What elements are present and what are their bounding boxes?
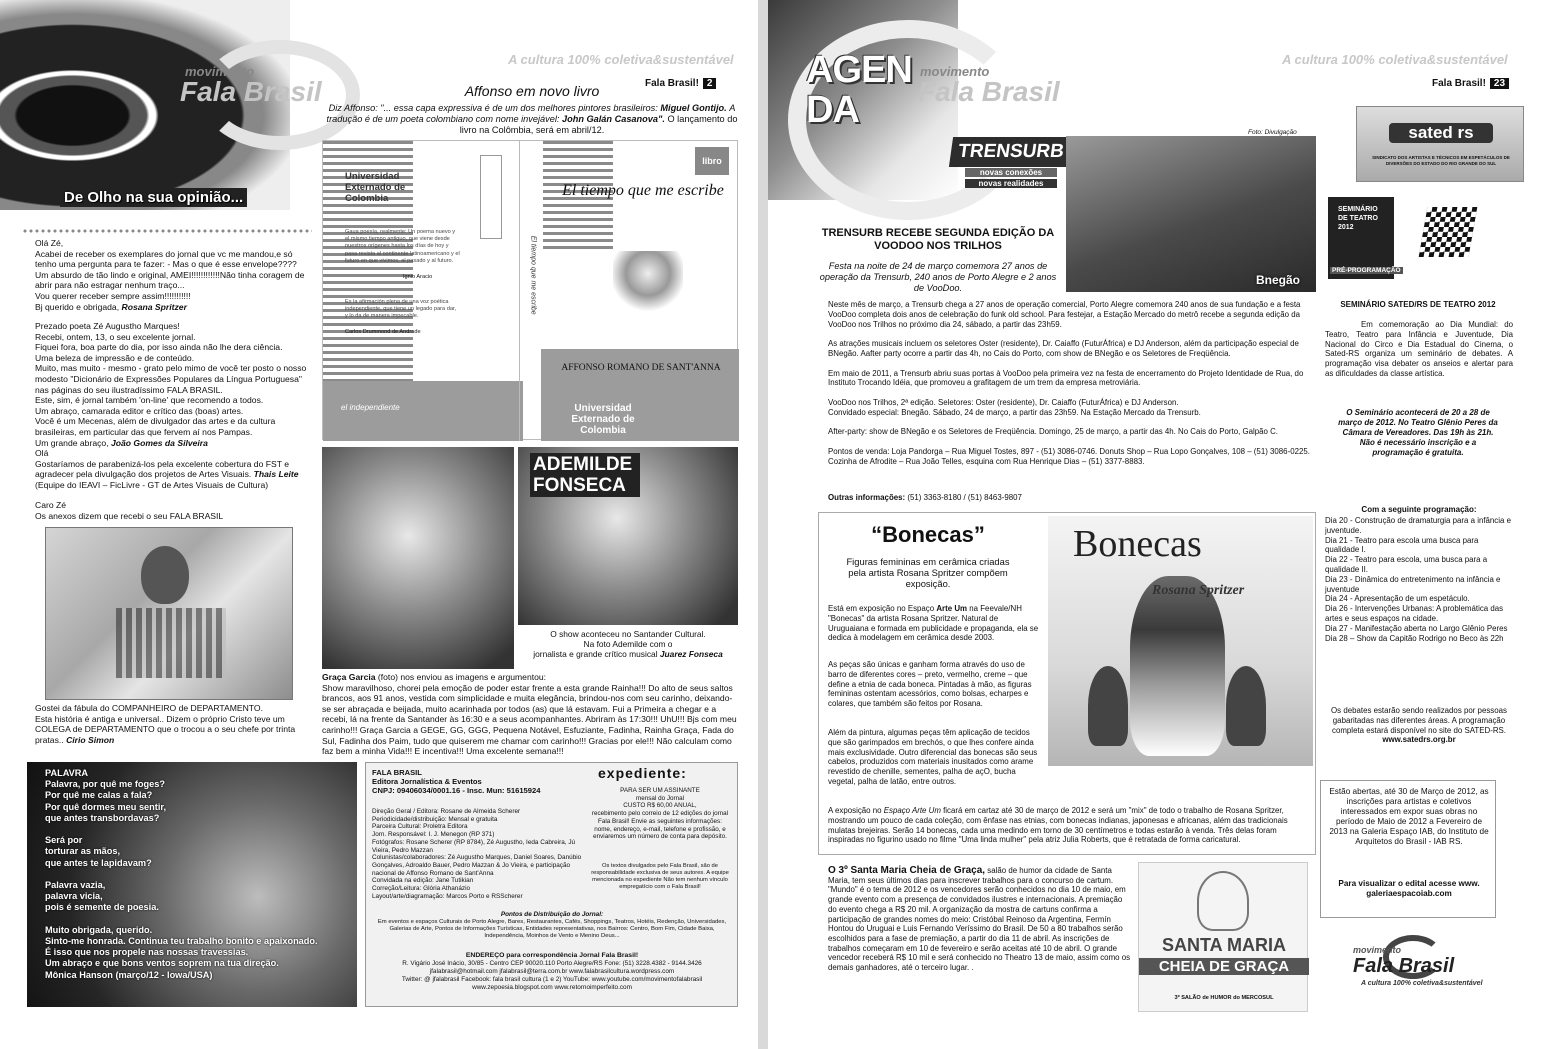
cover-book-title: El tiempo que me escribe [562,182,724,199]
letter-5-signature: Cirio Simon [66,734,115,745]
right-page [768,0,1553,1049]
endereco-text: R. Vigário José Inácio, 30/85 - Centro CEP 90020.110 Porto Alegre/RS Fone: (51) 3228.4382 - 9144.3426 jfalabrasil@hotmail.com jfalabrasil@terra.com.br www.falabrasilcultura.wordpress.com Twitter: @ jfalabrasil Facebook: fala brasil cultura (1 e 2) YouTube: www.youtube.com/movimentofalabrasil www.zepoesia.blogspot.com www.retornoimperfeito.com [401,960,703,991]
cover-publisher-text: libro [702,156,722,166]
angel-drawing [1197,871,1249,931]
expediente-staff: Direção Geral / Editora: Rosane de Almeida Scherer Periodicidade/distribuição: Mensal e gratuita Parceira Cultural: Proletra Editora Jorn. Responsável: I. J. Menegon (RP 371) Fotógrafos: Rosane Scherer (RP 8784), Zé Augustho, Ieda Cabreira, Jú Vieira, Pedro Mazzan Colunistas/colaboradores: Zé Augustho Marques, Daniel Soares, Danúbio Gonçalves, Adroaldo Bauer, Pedro Mazzan & Jo Vieira, e participação nacional de Affonso Romano de Sant'Anna Convidada na edição: Jane Tutikian Correção/Leitura: Glória Athanázio Layout/arte/diagramação: Marcos Porto e RSScherer [372,808,582,900]
dotted-rule [22,228,312,234]
bnegao-photo [1066,136,1316,292]
sated-title: SEMINÁRIO SATED/RS DE TEATRO 2012 [1340,300,1496,309]
santa-maria-logo-2: CHEIA DE GRAÇA [1139,958,1309,975]
santa-maria-logo-1: SANTA MARIA [1162,935,1286,955]
bonecas-p1-a: Está em exposição no Espaço [828,604,935,613]
sated-prog-title: Com a seguinte programação: [1361,505,1477,514]
santa-maria-title: O 3º Santa Maria Cheia de Graça, [828,865,986,876]
letter-3-signature: Thais Leite [253,469,299,480]
ademilde-title: ADEMILDE FONSECA [530,453,640,497]
letter-3-text: Olá Gostaríamos de parabenizá-los pela excelente cobertura do FST e agradecer pela divulgação dos projetos de Artes Visuais. [35,448,289,480]
affonso-intro-e: O lançamento do livro na Colômbia, será em abril/12. [459,114,738,136]
cover-imprint: el independiente [341,403,400,412]
bonecas-p4-a: A exposição no [828,806,882,815]
footer-logo [1343,935,1513,1015]
cover-spine-line [519,141,520,441]
photo-graca-ademilde [322,447,514,669]
iab-cta: Para visualizar o edital acesse www. galeriaespacoiab.com [1338,879,1480,898]
letter-2-text: Prezado poeta Zé Augustho Marques! Recebi, ontem, 13, o seu excelente jornal. Fiquei fora, boa parte do dia, por isso ainda não lhe dera ciência. Uma beleza de impressão e de conteúdo. Muito, mas muito - mesmo - grato pelo mimo de você ter posto o nosso modesto "Dicionário de Expressões Populares da Língua Portuguesa" nas páginas do seu ilustradíssimo FALA BRASIL. Este, sim, é jornal também 'on-line' que recomendo a todos. Um abraço, camarada editor e crítico das (boas) artes. Você é um Mecenas, além de divulgador das artes e da cultura brasileiras, em particular das que fervem aí nos Pampas. Um grande abraço, [35,321,307,448]
pontos-text: Em eventos e espaços Culturais de Porto Alegre, Bares, Restaurantes, Cafés, Shoppings, Teatros, Hotéis, Redenção, Universidades, Galerias de Arte, Pontos de Informações Turísticas, Entidades representativas, nos Bairros: Centro, Bom Fim, Cidade Baixa, Independência, Moinhos de Vento e Menino Deus... [377,919,727,940]
brand-movimento: movimento [185,64,255,79]
alien-artwork [45,527,293,700]
expediente-assinante: PARA SER UM ASSINANTE mensal do Jornal CUSTO R$ 60,00 ANUAL, recebimento pelo correio de 12 edições do jornal Fala Brasil! Envie as seguintes informações: nome, endereço, e-mail, telefone e profissão, e enviaremos um número de conta para depósito. [591,787,729,841]
book-cover [322,140,738,440]
checkered-flag [1419,207,1478,257]
letter-1-signature: Rosana Spritzer [121,301,187,312]
slogan: A cultura 100% coletiva&sustentável [508,52,734,67]
bonecas-p4-c: ficará em cartaz até 30 de março de 2012 e será um "mix" de todo o trabalho de Rosana Spritzer, mostrando um pouco de cada coleção, com ênfase nas etnias, com bonecas indianas, japonesas e africanas, além das tradicionais mulatas brejeiras. Serão 14 bonecas, cada uma medindo em torno de 30 centímetros e todas estarão à venda. Três delas foram inspiradas no figurino usado no filme "Uma linda mulher" pela atriz Julia Roberts, que é retratada de forma caricatural. [828,806,1288,845]
iab-box [1320,780,1496,918]
affonso-intro-c: A tradução é de um poeta colombiano com nome invejável: [326,103,736,125]
sated-p3-b: www.satedrs.org.br [1382,735,1456,745]
expediente-box [365,762,738,1007]
trensurb-logo-text: TRENSURB [956,141,1066,162]
poem-text: PALAVRA Palavra, por quê me foges? Por quê me calas a fala? Por quê dormes meu sentir, que antes transbordavas? Será por torturar as mãos, que antes te lapidavam? Palavra vazia, palavra vicia, pois é semente de poesia. Muito obrigada, querido. Sinto-me honrada. Continua teu trabalho bonito e apaixonado. É isso que nos propele nas nossas travessias. Um abraço e que bons ventos soprem na tua direção. Mônica Hanson (março/12 - Iowa/USA) [45,768,318,980]
bonecas-p4 [828,806,1313,845]
trensurb-logo-sub2: novas realidades [965,179,1057,188]
agenda-title: AGENDA [806,49,912,131]
footer-brand-fala-brasil: Fala Brasil [1353,955,1455,977]
right-page-tag [1432,78,1509,89]
sated-p1: Em comemoração ao Dia Mundial: do Teatro, Teatro para Infância e Juventude, Dia Nacional do Circo e Dia Estadual do Cinema, o Sated-RS organiza um seminário de debates. A programação visa debater os anseios e alertar para as dificuldades da classe artística. [1325,320,1513,378]
bonecas-p1-c: na Feevale/NH "Bonecas" da artista Rosana Spritzer. Natural de Uruguaiana e formada em publicidade e propaganda, ela se dedica à modelagem em cerâmica desde 2003. [828,604,1039,643]
bonecas-photo-title: Bonecas [1073,523,1202,565]
sated-p3-a: Os debates estarão sendo realizados por pessoas gabaritadas nas diferentes áreas. A programação completa estará disponível no site do SATED-RS. [1331,706,1507,735]
letter-2-signature: João Gomes da Silveira [110,437,208,448]
affonso-intro [322,103,742,137]
affonso-intro-d: John Galán Casanova". [562,114,665,125]
ademilde-caption [518,629,738,660]
bonecas-p1 [828,604,1040,643]
page-gutter [758,0,768,1049]
trensurb-body: Neste mês de março, a Trensurb chega a 27 anos de operação comercial, Porto Alegre comemora 240 anos de sua fundação e a festa VooDoo completa dois anos de celebração do funk old school. Para festejar, a Estação Mercado do metrô recebe a segunda edição da VooDoo nos Trilhos no próximo dia 24, sábado, a partir das 23h59. As atrações musicais incluem os seletores Oster (residente), Dr. Caiaffo (FuturÁfrica) e DJ Anderson, além da participação especial de BNegão. Aafter party ocorre a partir das 4h, no Cais do Porto, com show de BNegão e os Seletores de Freqüência. Em maio de 2011, a Trensurb abriu suas portas à VooDoo pela primeira vez na festa de encerramento do Projeto Identidade de Rua, do Instituto Trocando Idéia, que promoveu a grafitagem de um trem da empresa metroviária. VooDoo nos Trilhos, 2ª edição. Seletores: Oster (residente), Dr. Caiaffo (FuturÁfrica) e DJ Anderson. Convidado especial: Bnegão. Sábado, 24 de março, a partir das 23h59. Na Estação Mercado da Trensurb. After-party: show de BNegão e os Seletores de Freqüência. Domingo, 25 de março, a partir das 4h. No Cais do Porto, Galpão C. Pontos de venda: Loja Pandorga – Rua Miguel Tostes, 897 - (51) 3086-0746. Donuts Shop – Rua Lopo Gonçalves, 108 – (51) 3086-0225. Cozinha de Afrodite – Rua João Telles, esquina com Rua Henrique Dias – (51) 3377-8883. [828,300,1310,466]
sated-poster-text: SEMINÁRIO DE TEATRO 2012 [1338,206,1378,231]
sated-logo-box [1356,106,1524,182]
letter-1 [35,238,315,312]
sated-poster [1328,197,1493,279]
cover-white-box [480,155,502,239]
trensurb-lead: Festa na noite de 24 de março comemora 27 anos de operação da Trensurb, 240 anos de Porto Alegre e 2 anos de VooDoo. [819,261,1057,293]
bonecas-p3: Além da pintura, algumas peças têm aplicação de tecidos que são garimpados em brechós, o que lhes confere ainda mais exclusividade. Outro diferencial das bonecas são seus cabelos, produzidos com materiais inusitados como arame revestido de chenille, sementes, palha de açO, bucha vegetal, palha de latão, entre outros. [828,728,1038,786]
bonecas-p4-b: Espaço Arte Um [883,806,941,815]
cover-spine-text: El tiempo que me escribe [529,235,537,315]
affonso-intro-a: Diz Affonso: "... essa capa expressiva é de um dos melhores pintores brasileiros: [328,103,658,113]
ademilde-text-a: (foto) nos enviou as imagens e argumentou: [377,672,547,682]
trensurb-title: TRENSURB RECEBE SEGUNDA EDIÇÃO DA VOODOO NOS TRILHOS [821,227,1055,252]
alien-head-shape [141,546,189,604]
expediente-head: FALA BRASIL Editora Jornalística & Eventos CNPJ: 09406034/0001.16 - Insc. Mun: 51615924 [372,768,541,796]
cover-uni-front: Universidad Externado de Colombia [571,403,635,436]
letter-3 [35,448,315,490]
bonecas-photo-sub: Rosana Spritzer [1152,583,1245,598]
ademilde-text-signature: Graça Garcia [322,672,376,682]
santa-maria-text [828,866,1133,973]
ademilde-caption-b: Juarez Fonseca [659,649,723,660]
cover-quote-1: Gaua poesía, realmente: Un poema nuevo y el mismo tiempo antiguo, que viene desde nuestros orígenes hasta los días de hoy y pasa revista al continente latinoamericano y el futuro en que vivimos, al pasado y al futuro. [345,229,460,264]
endereco-title: ENDEREÇO para correspondência Jornal Fala Brasil! [465,952,639,959]
expediente-title: expediente: [598,765,687,781]
sated-p2: O Seminário acontecerá de 20 a 28 de março de 2012. No Teatro Glênio Peres da Câmara de Vereadores. Das 19h às 21h. Não é necessário inscrição e a programação é gratuita. [1338,408,1498,457]
flower-vase-illustration [613,251,683,326]
affonso-intro-b: Miguel Gontijo. [660,103,727,113]
letter-5-text: Gostei da fábula do COMPANHEIRO de DEPARTAMENTO. Esta história é antiga e universal.. Dizem o próprio Cristo teve um COLEGA de DEPARTAMENTO que o trocou a o seu chefe por trinta pratas.. [35,703,296,745]
trensurb-photo-credit: Foto: Divulgação [1248,129,1297,136]
right-brand-movimento: movimento [920,64,990,79]
right-page-tag-label: Fala Brasil! [1432,78,1486,89]
footer-slogan: A cultura 100% coletiva&sustentável [1361,980,1483,987]
letter-4: Caro Zé Os anexos dizem que recebi o seu FALA BRASIL [35,500,224,521]
santa-maria-body: salão de humor da cidade de Santa Maria, tem seus últimos dias para inscrever trabalhos para o concurso de cartum. "Mundo" é o tema de 2012 e os vencedores serão conhecidos no dia 10 de maio, em grande evento com a presença de convidados ilustres e internacionais. A premiação do evento chega a R$ 20 mil. A organização da mostra de cartuns confirma a participação de grandes nomes do meio: Cristóbal Reinoso da Argentina, Fermín Hontou do Uruguai e Luis Fernando Veríssimo do Brasil. De 50 a 80 trabalhos serão escolhidos para a fase de premiação, a partir do dia 11 de abril. As inscrições de trabalhos começaram em 10 de fevereiro e serão aceitas até 10 de abril. O grande vencedor receberá R$ 10 mil e será conhecido no Theatro 13 de maio, assim como os demais ganhadores, até o terceiro lugar. . [828,866,1131,973]
doll-right [1226,666,1266,746]
letter-1-text: Olá Zé, Acabei de receber os exemplares do jornal que vc me mandou,e só tenho uma pergunta para te fazer: - Mas o que é esse envelope???? Um absurdo de tão lindo e original, AMEI!!!!!!!!!!!!Não tinha coragem de abrir para não estragar nenhum traço... Vou querer receber sempre assim!!!!!!!!!!! Bj querido e obrigada, [35,238,305,312]
poem-box [27,762,357,1007]
santa-maria-logo [1138,862,1308,1012]
cover-author: AFFONSO ROMANO DE SANT'ANNA [561,363,721,373]
letter-2 [35,321,315,448]
ademilde-caption-a: O show aconteceu no Santander Cultural. Na foto Ademilde com o jornalista e grande crítico musical [533,629,706,660]
sated-prog: Dia 20 - Construção de dramaturgia para a infância e juventude. Dia 21 - Teatro para escola uma busca para qualidade I. Dia 22 - Teatro para escola, uma busca para a qualidade II. Dia 23 - Dinâmica do entretenimento na infância e juventude Dia 24 - Apresentação de um espetáculo. Dia 26 - Intervenções Urbanas: A problemática das artes e seus espaços na cidade. Dia 27 - Manifestação aberta no Largo Glênio Peres Dia 28 – Show da Capitão Rodrigo no Beco às 22h [1325,516,1511,643]
trensurb-info-value: (51) 3363-8180 / (51) 8463-9807 [907,493,1022,502]
footer-brand-movimento: movimento [1353,945,1402,955]
expediente-disclaimer: Os textos divulgados pelo Fala Brasil, são de responsabilidade exclusiva de seus autores. A equipe mencionada no expediente Não tem nenhum vínculo empregatício com o Fala Brasil! [591,863,729,890]
section-title: De Olho na sua opinião... [60,188,247,207]
bonecas-title: “Bonecas” [871,522,985,547]
sated-poster-tag: PRÉ-PROGRAMAÇÃO [1332,267,1401,274]
ademilde-text [322,672,738,757]
trensurb-info [828,493,1316,502]
trensurb-info-label: Outras informações: [828,493,906,502]
cover-quote-2: Es la afirmación plena de una voz poética independiente, que tiene un legado para dar, y lo da de manera impecable. [345,299,457,320]
cover-quote-1-sig: Ignio Aracio [403,274,433,280]
right-brand-fala-brasil: Fala Brasil [918,76,1060,107]
sated-p3 [1325,706,1513,745]
bonecas-p2: As peças são únicas e ganham forma através do uso de barro de diferentes cores – preto, vermelho, creme – que define a etnia de cada boneca. Pintadas à mão, as figuras femininas ostentam acessórios, como bolsas, echarpes e colares, que também são feitos por Rosana. [828,660,1032,709]
iab-text: Estão abertas, até 30 de Março de 2012, as inscrições para artistas e coletivos interessados em expor suas obras no período de Maio de 2012 a Fevereiro de 2013 na Galeria Espaço IAB, do Instituto de Arquitetos do Brasil - IAB RS. [1329,787,1489,846]
page-number: 2 [703,78,717,89]
trensurb-logo-sub1: novas conexões [965,168,1057,177]
ademilde-text-body: Show maravilhoso, chorei pela emoção de poder estar frente a esta grande Rainha!!! Do alto de seus saltos brancos, aos 91 anos, vestida com simplicidade e muita elegância, brindou-nos com seu carinho, deixando-se ser abraçada e beijada, muito acarinhada por todos (as) que lá estavam. Fui a Primeira a chegar e a recebi, lá na frente da Santander às 16:30 e a seus acompanhantes. Abriram às 17:30!!! UhU!!! Bjs com meu carinho!!! Graça Garcia a GEGE, GG, GGG, Pequena Notável, Esfuziante, Fadinha, Rainha Graça, Fada do Sul, Fadinha dos Paim, tudo que quiserem me chamar com carinho!!! Gracias por ele!!! Não calculam como faz bem a minha Vida!!! E incentiva!!! Uma excelente semana!!! [322,682,737,757]
ademilde-section [322,447,738,669]
cover-uni-back: Universidad Externado de Colombia [345,171,406,204]
bonecas-p1-b: Arte Um [936,604,968,613]
doll-left [1088,666,1128,746]
page-tag-label: Fala Brasil! [645,78,699,89]
sated-logo-sub: SINDICATO DOS ARTISTAS E TÉCNICOS EM ESPETÁCULOS DE DIVERSÕES DO ESTADO DO RIO GRANDE DO SUL [1372,155,1510,166]
left-page [0,0,758,1049]
pontos-title: Pontos de Distribuição do Jornal: [500,911,604,918]
sated-logo: sated rs [1389,123,1493,143]
filmstrip-shape [116,608,226,678]
trensurb-logo [949,137,1073,167]
right-slogan: A cultura 100% coletiva&sustentável [1282,52,1508,67]
affonso-title: Affonso em novo livro [464,83,600,99]
santa-maria-logo-3: 3º SALÃO de HUMOR do MERCOSUL [1174,995,1274,1001]
right-page-number: 23 [1490,78,1509,89]
brand-fala-brasil: Fala Brasil [180,76,322,107]
letter-5 [35,703,315,745]
bnegao-caption: Bnegão [1256,273,1301,287]
letter-3-tail: (Equipe do IEAVI – FicLivre - GT de Artes Visuais de Cultura) [35,479,269,490]
cover-publisher-box [695,147,729,175]
cover-quote-2-sig: Carlos Drummond de Andrade [345,329,421,335]
woman-figure [1130,576,1225,756]
bonecas-subtitle: Figuras femininas em cerâmica criadas pela artista Rosana Spritzer compõem exposição. [846,556,1010,589]
